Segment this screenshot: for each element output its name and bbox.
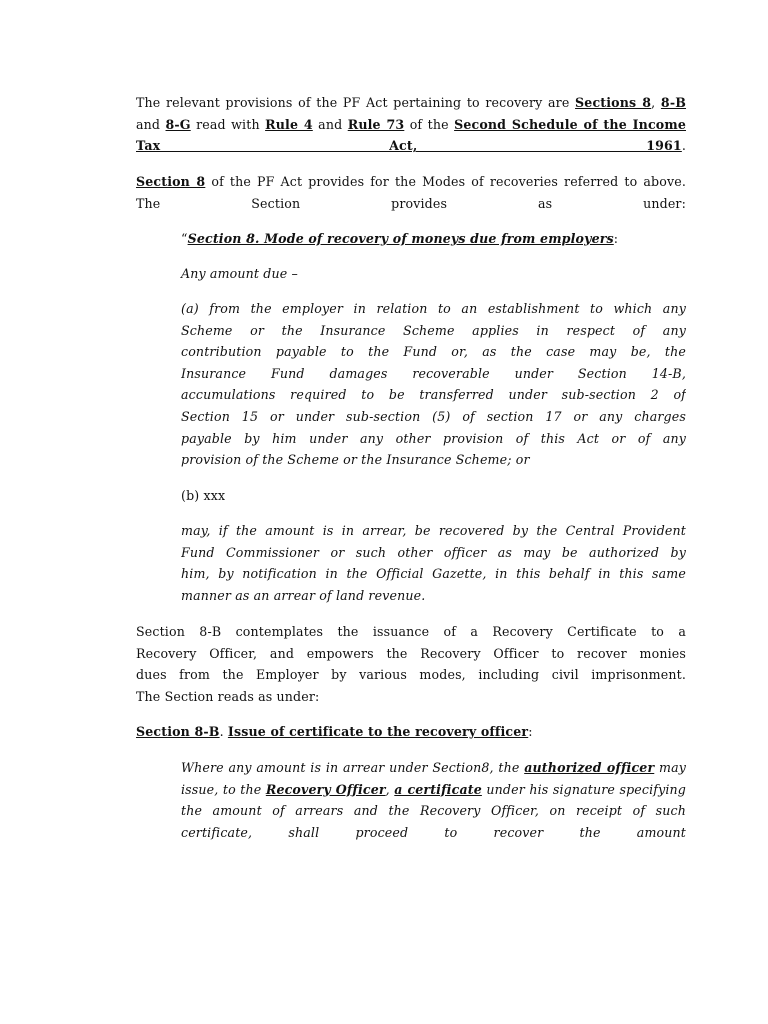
paragraph-line: Recovery Officer, and empowers the Recovery Officer to recover monies [136, 645, 686, 661]
recovery-officer-term: Recovery Officer [265, 781, 386, 797]
recovery-clause-line: Fund Commissioner or such other officer as may be authorized by [181, 544, 686, 560]
section-8g-ref: 8-G [165, 116, 191, 132]
text: The relevant provisions of the PF Act pertaining to recovery are [136, 95, 576, 110]
intro-paragraph [136, 92, 686, 157]
section-8b-text [181, 757, 686, 843]
clause-b: (b) xxx [181, 488, 226, 503]
section-8b-intro-paragraph [136, 621, 686, 707]
paragraph-line: Section 8-B contemplates the issuance of a Recovery Certificate to a [136, 624, 686, 639]
text: of the PF Act provides for the Modes of recoveries referred to above. The Section provides as under: [136, 174, 686, 211]
text: may issue, to the [181, 760, 687, 797]
clause-a-line: Scheme or the Insurance Scheme applies in respect of any [181, 322, 686, 338]
section-8b-ref: 8-B [660, 95, 687, 110]
clause-a-line: accumulations required to be transferred under sub-section 2 of [181, 387, 686, 403]
income-tax-act-ref: Second Schedule of the Income Tax Act, 1961 [136, 116, 686, 154]
section-8b-heading [136, 721, 686, 743]
text: Where any amount is in arrear under Section8, the [181, 760, 525, 775]
section-8b-label: Section 8-B [136, 724, 220, 739]
section-8-heading [181, 228, 686, 250]
section-8-title: Section 8. Mode of recovery of moneys due from employers [187, 231, 614, 246]
sections-8-ref: Sections 8 [575, 95, 652, 110]
rule-73-ref: Rule 73 [347, 116, 405, 132]
clause-a-line: Insurance Fund damages recoverable under Section 14-B, [181, 365, 686, 381]
text: of the [404, 116, 455, 132]
recovery-clause [181, 520, 686, 606]
paragraph-line: The Section reads as under: [136, 688, 320, 704]
section-8-ref: Section 8 [136, 174, 206, 189]
open-quote: “ [181, 231, 188, 246]
clause-a-line: payable by him under any other provision of this Act or of any [181, 430, 686, 446]
clause-a-line: provision of the Scheme or the Insurance Scheme; or [181, 452, 530, 468]
recovery-clause-line: manner as an arrear of land revenue. [181, 587, 426, 603]
text: . [219, 724, 228, 739]
any-amount-line: Any amount due – [181, 266, 298, 281]
certificate-term: a certificate [394, 781, 482, 797]
text: and [136, 116, 166, 132]
paragraph-line: dues from the Employer by various modes, including civil imprisonment. [136, 667, 686, 683]
text: and [312, 116, 348, 132]
clause-a-line: Section 15 or under sub-section (5) of section 17 or any charges [181, 408, 686, 424]
clause-a-line: (a) from the employer in relation to an establishment to which any [181, 301, 686, 316]
text: : [613, 231, 619, 246]
text: under his signature specifying the amount of arrears and the Recovery Officer, on receipt of such certificate, shall proceed to recover the amount [181, 781, 687, 840]
section-8-intro-paragraph [136, 171, 686, 214]
clause-a [181, 298, 686, 471]
recovery-clause-line: may, if the amount is in arrear, be recovered by the Central Provident [181, 523, 686, 538]
authorized-officer-term: authorized officer [524, 760, 655, 775]
recovery-clause-line: him, by notification in the Official Gazette, in this behalf in this same [181, 566, 686, 582]
text: , [651, 95, 661, 110]
clause-a-line: contribution payable to the Fund or, as the case may be, the [181, 344, 686, 360]
text: : [528, 724, 533, 739]
text: read with [190, 116, 266, 132]
rule-4-ref: Rule 4 [265, 116, 313, 132]
text: . [681, 138, 686, 154]
text: , [385, 781, 395, 797]
section-8b-title: Issue of certificate to the recovery officer [227, 724, 529, 739]
